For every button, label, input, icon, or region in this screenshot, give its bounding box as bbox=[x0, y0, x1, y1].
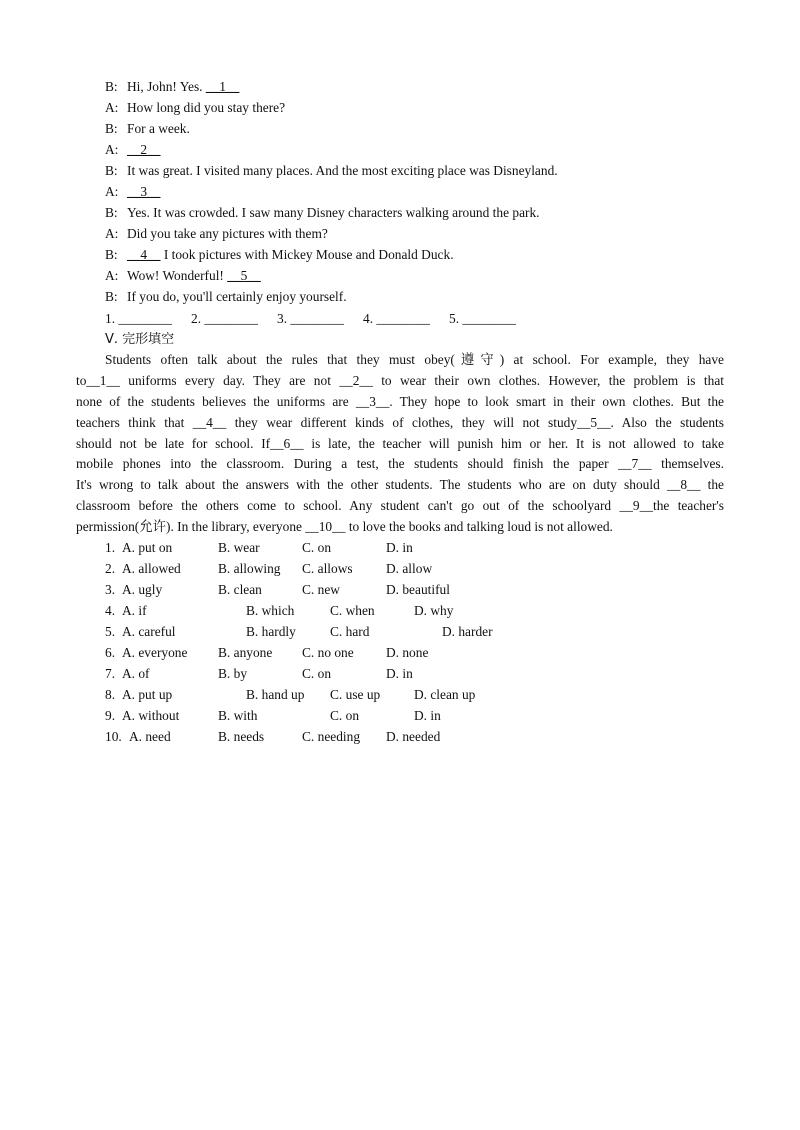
option-c: C. when bbox=[330, 603, 375, 618]
question-number: 4. bbox=[105, 603, 116, 618]
dialogue-line bbox=[105, 183, 160, 201]
question-number: 1. bbox=[105, 540, 116, 555]
dialogue-text-after: I took pictures with Mickey Mouse and Donald Duck. bbox=[160, 247, 454, 262]
option-c: C. on bbox=[330, 708, 360, 723]
speaker-label: B: bbox=[105, 205, 118, 220]
speaker-label: B: bbox=[105, 163, 118, 178]
option-d: D. none bbox=[386, 645, 429, 660]
dialogue-text: How long did you stay there? bbox=[127, 100, 286, 115]
dialogue-line bbox=[105, 141, 160, 159]
option-a: A. need bbox=[129, 729, 171, 744]
option-a: A. everyone bbox=[122, 645, 188, 660]
passage-line: It's wrong to talk about the answers with the other students. The students who are on duty should __8__ the bbox=[76, 477, 724, 493]
option-c: C. use up bbox=[330, 687, 381, 702]
option-a: A. put on bbox=[122, 540, 173, 555]
dialogue-text: Did you take any pictures with them? bbox=[127, 226, 328, 241]
option-d: D. beautiful bbox=[386, 582, 450, 597]
dialogue-text: For a week. bbox=[127, 121, 190, 136]
passage-line: mobile phones into the classroom. During a test, the students should finish the paper __7__ themselves. bbox=[76, 456, 724, 472]
dialogue-line bbox=[105, 78, 239, 96]
option-b: B. clean bbox=[218, 582, 262, 597]
option-c: C. needing bbox=[302, 729, 361, 744]
speaker-label: A: bbox=[105, 142, 119, 157]
speaker-label: B: bbox=[105, 289, 118, 304]
option-c: C. on bbox=[302, 666, 332, 681]
option-b: B. anyone bbox=[218, 645, 273, 660]
passage-line: teachers think that __4__ they wear different kinds of clothes, they will not study__5__. Also the students bbox=[76, 414, 724, 430]
speaker-label: A: bbox=[105, 226, 119, 241]
answer-slot: 3. ________ bbox=[277, 311, 344, 326]
option-a: A. of bbox=[122, 666, 150, 681]
answer-blank: __2__ bbox=[127, 142, 161, 157]
passage-line: none of the students believes the uniforms are __3__. They hope to look smart in their own clothes. But the bbox=[76, 393, 724, 409]
answer-slot: 1. ________ bbox=[105, 311, 172, 326]
passage-line: to__1__ uniforms every day. They are not __2__ to wear their own clothes. However, the problem is that bbox=[76, 372, 724, 388]
option-b: B. allowing bbox=[218, 561, 281, 576]
option-a: A. if bbox=[122, 603, 147, 618]
speaker-label: B: bbox=[105, 121, 118, 136]
dialogue-line bbox=[105, 162, 558, 180]
dialogue-line bbox=[105, 99, 285, 117]
option-c: C. no one bbox=[302, 645, 354, 660]
option-b: B. needs bbox=[218, 729, 265, 744]
option-c: C. allows bbox=[302, 561, 353, 576]
answer-slot: 5. ________ bbox=[449, 311, 516, 326]
question-number: 9. bbox=[105, 708, 116, 723]
dialogue-text: Wow! Wonderful! bbox=[127, 268, 228, 283]
option-b: B. which bbox=[246, 603, 295, 618]
option-c: C. hard bbox=[330, 624, 370, 639]
dialogue-line bbox=[105, 225, 328, 243]
option-b: B. by bbox=[218, 666, 248, 681]
answer-line bbox=[105, 310, 516, 328]
dialogue-text: It was great. I visited many places. And the most exciting place was Disneyland. bbox=[127, 163, 558, 178]
dialogue-line bbox=[105, 267, 261, 285]
dialogue-text: If you do, you'll certainly enjoy yourself. bbox=[127, 289, 347, 304]
option-a: A. without bbox=[122, 708, 180, 723]
speaker-label: A: bbox=[105, 268, 119, 283]
option-d: D. needed bbox=[386, 729, 441, 744]
question-number: 8. bbox=[105, 687, 116, 702]
dialogue-line bbox=[105, 120, 190, 138]
option-a: A. careful bbox=[122, 624, 176, 639]
option-d: D. in bbox=[386, 540, 413, 555]
option-b: B. wear bbox=[218, 540, 260, 555]
dialogue-line bbox=[105, 204, 540, 222]
cloze-passage bbox=[76, 350, 724, 538]
option-c: C. new bbox=[302, 582, 340, 597]
question-number: 6. bbox=[105, 645, 116, 660]
answer-slot: 4. ________ bbox=[363, 311, 430, 326]
option-c: C. on bbox=[302, 540, 332, 555]
option-d: D. in bbox=[386, 666, 413, 681]
passage-line: should not be late for school. If__6__ is late, the teacher will punish him or her. It is not allowed to take bbox=[76, 435, 724, 451]
speaker-label: B: bbox=[105, 79, 118, 94]
dialogue-line bbox=[105, 246, 454, 264]
option-d: D. allow bbox=[386, 561, 433, 576]
answer-blank: __4__ bbox=[127, 247, 161, 262]
speaker-label: B: bbox=[105, 247, 118, 262]
dialogue-line bbox=[105, 288, 347, 306]
speaker-label: A: bbox=[105, 184, 119, 199]
option-d: D. why bbox=[414, 603, 454, 618]
option-d: D. clean up bbox=[414, 687, 476, 702]
question-number: 5. bbox=[105, 624, 116, 639]
option-a: A. ugly bbox=[122, 582, 163, 597]
answer-blank: __1__ bbox=[205, 79, 240, 94]
section-title: Ⅴ. 完形填空 bbox=[105, 332, 175, 347]
answer-slot: 2. ________ bbox=[191, 311, 258, 326]
answer-blank: __5__ bbox=[227, 268, 261, 283]
question-number: 2. bbox=[105, 561, 116, 576]
option-d: D. in bbox=[414, 708, 441, 723]
option-b: B. with bbox=[218, 708, 258, 723]
option-b: B. hardly bbox=[246, 624, 296, 639]
passage-line: classroom before the others come to school. Any student can't go out of the schoolyard __9__the teacher's bbox=[76, 498, 724, 514]
option-a: A. put up bbox=[122, 687, 173, 702]
dialogue-text: Yes. It was crowded. I saw many Disney characters walking around the park. bbox=[127, 205, 540, 220]
passage-line: permission(允许). In the library, everyone __10__ to love the books and talking loud is not allowed. bbox=[76, 519, 613, 535]
question-number: 10. bbox=[105, 729, 122, 744]
dialogue-text: Hi, John! Yes. bbox=[127, 79, 206, 94]
speaker-label: A: bbox=[105, 100, 119, 115]
option-d: D. harder bbox=[442, 624, 493, 639]
passage-line: Students often talk about the rules that they must obey(遵守) at school. For example, they have bbox=[105, 352, 724, 367]
answer-blank: __3__ bbox=[127, 184, 161, 199]
option-a: A. allowed bbox=[122, 561, 181, 576]
question-number: 3. bbox=[105, 582, 116, 597]
question-number: 7. bbox=[105, 666, 116, 681]
option-b: B. hand up bbox=[246, 687, 305, 702]
